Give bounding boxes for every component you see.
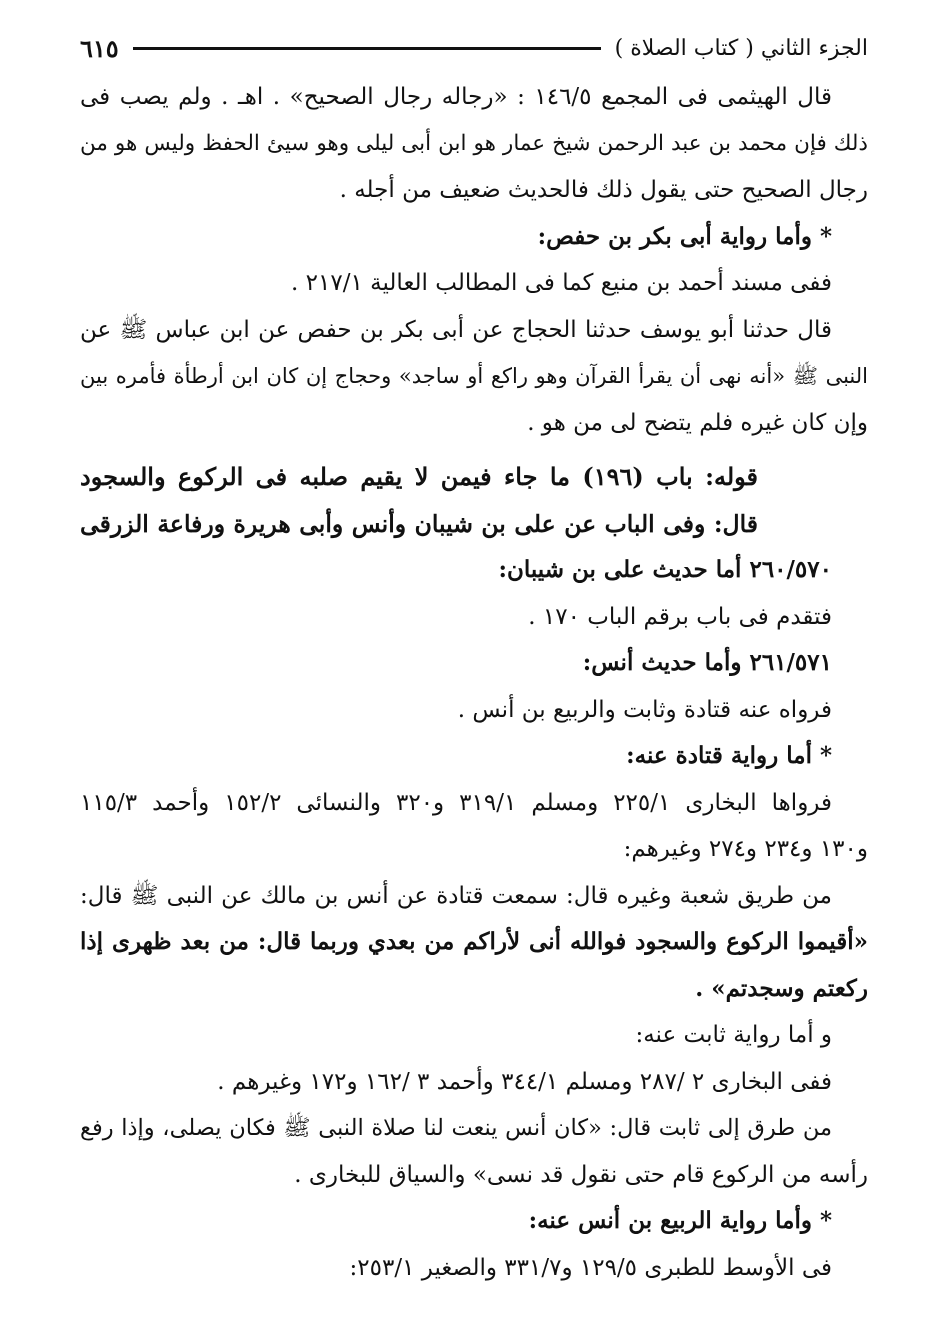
text-line: و١٣٠ و٢٣٤ و٢٧٤ وغيرهم:: [623, 836, 868, 862]
text-line: من طريق شعبة وغيره قال: سمعت قتادة عن أنس بن مالك عن النبى ﷺ قال:: [80, 882, 832, 909]
text-line: فرواها البخارى ٢٢٥/١ ومسلم ٣١٩/١ و٣٢٠ والنسائى ١٥٢/٢ وأحمد ١١٥/٣: [80, 789, 832, 816]
text-line: فتقدم فى باب برقم الباب ١٧٠ .: [528, 603, 832, 630]
text-line: قال الهيثمى فى المجمع ١٤٦/٥ : «رجاله رجال الصحيح» . اهـ . ولم يصب فى: [80, 84, 832, 110]
spacer: [80, 446, 868, 454]
text-line: من طرق إلى ثابت قال: «كان أنس ينعت لنا صلاة النبى ﷺ فكان يصلى، وإذا رفع: [80, 1115, 832, 1141]
section-heading: * وأما رواية أبى بكر بن حفص:: [537, 222, 832, 250]
book-page: [80, 28, 868, 1291]
section-heading: * وأما رواية الربيع بن أنس عنه:: [528, 1207, 832, 1234]
hadith-text: «أقيموا الركوع والسجود فوالله أنى لأراكم من بعدي وربما قال: من بعد ظهرى إذا: [80, 928, 868, 955]
chapter-heading: قوله: باب (١٩٦) ما جاء فيمن لا يقيم صلبه فى الركوع والسجود: [80, 462, 759, 491]
text-line: فى الأوسط للطبرى ١٢٩/٥ و٣٣١/٧ والصغير ٢٥٣/١:: [349, 1254, 832, 1281]
text-line: ففى البخارى ٢ /٢٨٧ ومسلم ٣٤٤/١ وأحمد ٣ /١٦٢ و١٧٢ وغيرهم .: [217, 1068, 832, 1095]
text-line: ذلك فإن محمد بن عبد الرحمن شيخ عمار هو ابن أبى ليلى وهو سيئ الحفظ وليس هو من: [80, 130, 868, 156]
section-heading: ٢٦١/٥٧١ وأما حديث أنس:: [582, 649, 832, 676]
chapter-subheading: قال: وفى الباب عن على بن شيبان وأنس وأبى هريرة ورفاعة الزرقى: [80, 509, 758, 538]
running-title: الجزء الثاني ( كتاب الصلاة ): [614, 35, 868, 61]
section-heading: * أما رواية قتادة عنه:: [626, 742, 832, 769]
text-line: النبى ﷺ «أنه نهى أن يقرأ القرآن وهو راكع أو ساجد» وحجاج إن كان ابن أرطأة فأمره بين: [80, 364, 868, 388]
header-rule: [133, 47, 601, 50]
text-line: فرواه عنه قتادة وثابت والربيع بن أنس .: [457, 696, 832, 723]
text-line: ففى مسند أحمد بن منيع كما فى المطالب العالية ٢١٧/١ .: [291, 270, 832, 296]
page-header: [80, 28, 868, 68]
text-line: رجال الصحيح حتى يقول ذلك فالحديث ضعيف من أجله .: [339, 177, 868, 203]
section-heading: ٢٦٠/٥٧٠ أما حديث على بن شيبان:: [498, 556, 832, 583]
page-number: ٦١٥: [80, 33, 119, 63]
text-line: و أما رواية ثابت عنه:: [635, 1022, 832, 1048]
page-body: [80, 74, 868, 1291]
hadith-text: ركعتم وسجدتم» .: [695, 974, 868, 1002]
text-line: رأسه من الركوع قام حتى نقول قد نسى» والسياق للبخارى .: [294, 1161, 868, 1188]
text-line: وإن كان غيره فلم يتضح لى من هو .: [527, 409, 868, 436]
text-line: قال حدثنا أبو يوسف حدثنا الحجاج عن أبى بكر بن حفص عن ابن عباس ﷺ عن: [80, 316, 832, 343]
